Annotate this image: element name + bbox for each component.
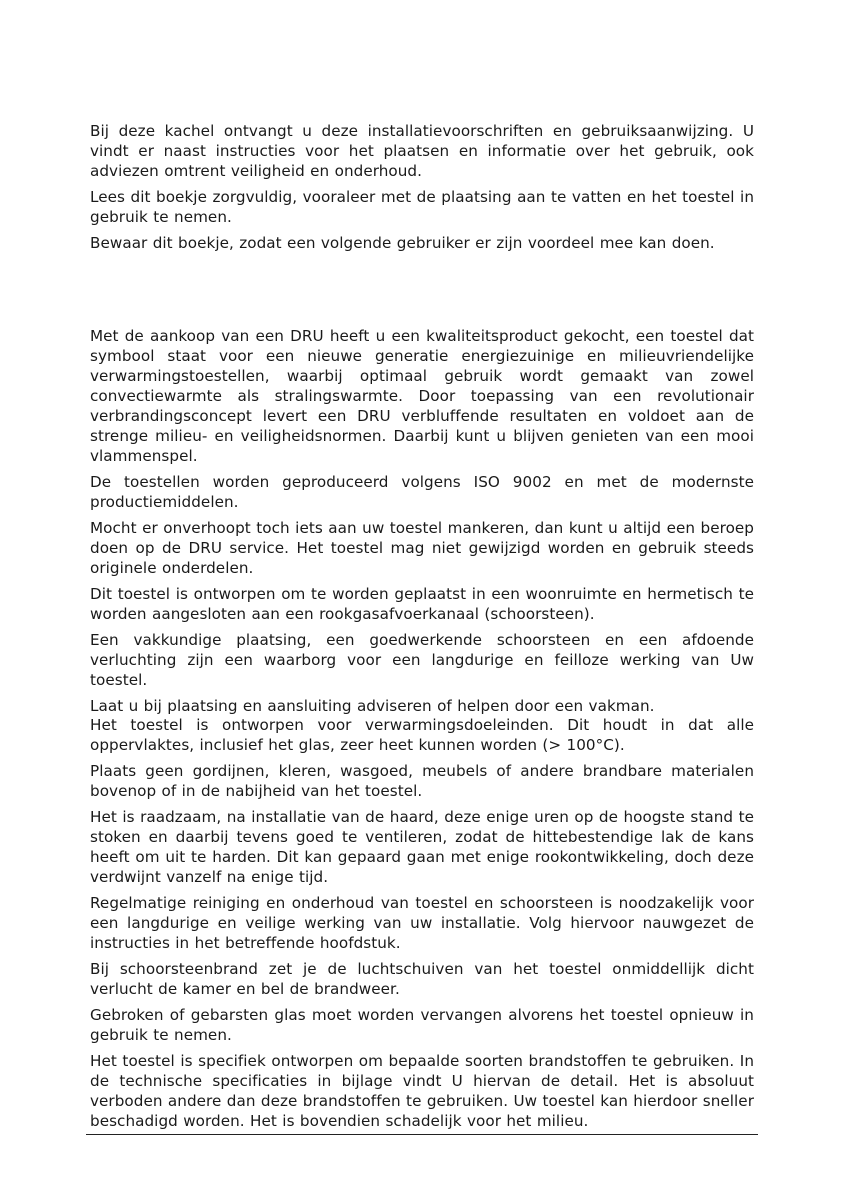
footer-divider: [86, 1134, 758, 1135]
paragraph: Gebroken of gebarsten glas moet worden vervangen alvorens het toestel opnieuw in gebruik te nemen.: [90, 1006, 754, 1044]
paragraph: Een vakkundige plaatsing, een goedwerkende schoorsteen en een afdoende verluchting zijn een waarborg voor een langdurige en feilloze werking van Uw toestel.: [90, 631, 754, 689]
paragraph: Bij deze kachel ontvangt u deze installatievoorschriften en gebruiksaanwijzing. U vindt er naast instructies voor het plaatsen en informatie over het gebruik, ook adviezen omtrent veiligheid en onderhoud.: [90, 122, 754, 180]
paragraph: Bewaar dit boekje, zodat een volgende gebruiker er zijn voordeel mee kan doen.: [90, 234, 715, 252]
paragraph: Mocht er onverhoopt toch iets aan uw toestel mankeren, dan kunt u altijd een beroep doen op de DRU service. Het toestel mag niet gewijzigd worden en gebruik steeds originele onderdelen.: [90, 519, 754, 577]
paragraph: Het is raadzaam, na installatie van de haard, deze enige uren op de hoogste stand te stoken en daarbij tevens goed te ventileren, zodat de hittebestendige lak de kans heeft om uit te harden. Dit kan gepaard gaan met enige rookontwikkeling, doch deze verdwijnt vanzelf na enige tijd.: [90, 808, 754, 886]
paragraph: Bij schoorsteenbrand zet je de luchtschuiven van het toestel onmiddellijk dicht verlucht de kamer en bel de brandweer.: [90, 960, 754, 998]
paragraph: Het toestel is ontworpen voor verwarmingsdoeleinden. Dit houdt in dat alle oppervlaktes, inclusief het glas, zeer heet kunnen worden (> 100°C).: [90, 716, 754, 754]
paragraph: Lees dit boekje zorgvuldig, vooraleer met de plaatsing aan te vatten en het toestel in gebruik te nemen.: [90, 188, 754, 226]
paragraph: Regelmatige reiniging en onderhoud van toestel en schoorsteen is noodzakelijk voor een langdurige en veilige werking van uw installatie. Volg hiervoor nauwgezet de instructies in het betreffende hoofdstuk.: [90, 894, 754, 952]
paragraph: Met de aankoop van een DRU heeft u een kwaliteitsproduct gekocht, een toestel dat symbool staat voor een nieuwe generatie energiezuinige en milieuvriendelijke verwarmingstoestellen, waarbij optimaal gebruik wordt gemaakt van zowel convectiewarmte als stralingswarmte. Door toepassing van een revolutionair verbrandingsconcept levert een DRU verbluffende resultaten en voldoet aan de strenge milieu- en veiligheidsnormen. Daarbij kunt u blijven genieten van een mooi vlammenspel.: [90, 327, 754, 465]
paragraph: Dit toestel is ontworpen om te worden geplaatst in een woonruimte en hermetisch te worden aangesloten aan een rookgasafvoerkanaal (schoorsteen).: [90, 585, 754, 623]
intro-section: [90, 121, 754, 259]
paragraph: Het toestel is specifiek ontworpen om bepaalde soorten brandstoffen te gebruiken. In de technische specificaties in bijlage vindt U hiervan de detail. Het is absoluut verboden andere dan deze brandstoffen te gebruiken. Uw toestel kan hierdoor sneller beschadigd worden. Het is bovendien schadelijk voor het milieu.: [90, 1052, 754, 1130]
paragraph: Plaats geen gordijnen, kleren, wasgoed, meubels of andere brandbare materialen bovenop of in de nabijheid van het toestel.: [90, 762, 754, 800]
safety-section: [90, 715, 754, 1137]
paragraph: Laat u bij plaatsing en aansluiting adviseren of helpen door een vakman.: [90, 697, 655, 715]
product-section: [90, 326, 754, 722]
paragraph: De toestellen worden geproduceerd volgens ISO 9002 en met de modernste productiemiddelen.: [90, 473, 754, 511]
